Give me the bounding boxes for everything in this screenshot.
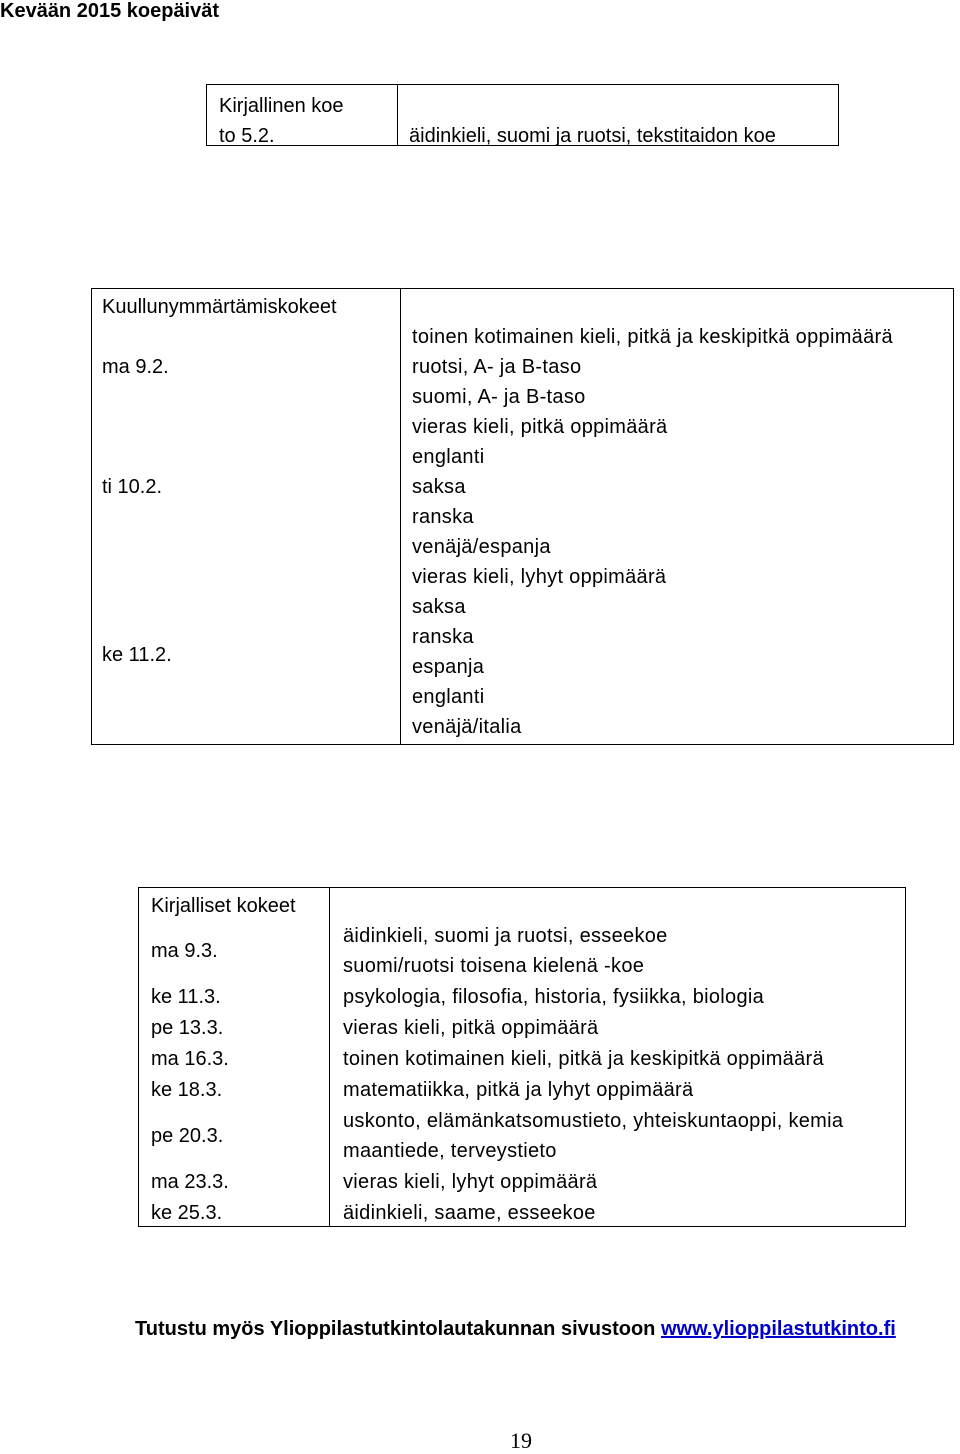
written-tests-table	[138, 887, 906, 1227]
written-tests-subject: vieras kieli, pitkä oppimäärä	[343, 1017, 599, 1039]
written-tests-date: ma 23.3.	[151, 1171, 229, 1193]
written-tests-date: ma 16.3.	[151, 1048, 229, 1070]
listening-subject: englanti	[412, 446, 485, 468]
written-tests-date: pe 20.3.	[151, 1125, 224, 1147]
listening-subject: ranska	[412, 506, 474, 528]
written-tests-subject: äidinkieli, saame, esseekoe	[343, 1202, 596, 1224]
written-tests-date: ke 18.3.	[151, 1079, 223, 1101]
written-tests-subject: suomi/ruotsi toisena kielenä -koe	[343, 955, 645, 977]
listening-subject: saksa	[412, 596, 466, 618]
listening-subject: ruotsi, A- ja B-taso	[412, 356, 582, 378]
written-test-header: Kirjallinen koe	[219, 95, 344, 117]
column-divider	[400, 289, 401, 744]
footer-note	[135, 1318, 896, 1341]
footer-text: Tutustu myös Ylioppilastutkintolautakunnan sivustoon	[135, 1318, 661, 1340]
written-tests-subject: äidinkieli, suomi ja ruotsi, esseekoe	[343, 925, 668, 947]
page-heading: Kevään 2015 koepäivät	[0, 0, 220, 22]
page-number: 19	[510, 1428, 532, 1453]
written-tests-date: ke 11.3.	[151, 986, 221, 1008]
listening-subject: englanti	[412, 686, 485, 708]
listening-tests-table	[91, 288, 954, 745]
website-link[interactable]: www.ylioppilastutkinto.fi	[660, 1318, 896, 1340]
written-test-subject: äidinkieli, suomi ja ruotsi, tekstitaidon koe	[409, 125, 776, 147]
listening-subject: saksa	[412, 476, 466, 498]
written-tests-subject: maantiede, terveystieto	[343, 1140, 557, 1162]
column-divider	[397, 85, 398, 145]
written-test-table	[206, 84, 839, 146]
listening-subject: ranska	[412, 626, 474, 648]
written-test-date-cell	[219, 91, 344, 151]
listening-subject-list	[412, 322, 893, 742]
written-test-date: to 5.2.	[219, 125, 275, 147]
listening-subject: venäjä/espanja	[412, 536, 551, 558]
written-tests-subject: matematiikka, pitkä ja lyhyt oppimäärä	[343, 1079, 694, 1101]
listening-date: ma 9.2.	[102, 356, 169, 378]
written-tests-subject: uskonto, elämänkatsomustieto, yhteiskuntaoppi, kemia	[343, 1110, 844, 1132]
listening-subject: toinen kotimainen kieli, pitkä ja keskipitkä oppimäärä	[412, 326, 893, 348]
written-tests-date: ke 25.3.	[151, 1202, 223, 1224]
listening-date: ke 11.2.	[102, 644, 172, 666]
listening-subject: venäjä/italia	[412, 716, 522, 738]
listening-subject: suomi, A- ja B-taso	[412, 386, 586, 408]
listening-date: ti 10.2.	[102, 476, 163, 498]
listening-subject: vieras kieli, pitkä oppimäärä	[412, 416, 668, 438]
listening-subject: vieras kieli, lyhyt oppimäärä	[412, 566, 667, 588]
written-tests-header: Kirjalliset kokeet	[151, 895, 296, 917]
written-tests-subject: psykologia, filosofia, historia, fysiikka, biologia	[343, 986, 765, 1008]
written-tests-subject: toinen kotimainen kieli, pitkä ja keskipitkä oppimäärä	[343, 1048, 824, 1070]
written-tests-date: ma 9.3.	[151, 940, 218, 962]
listening-tests-header: Kuullunymmärtämiskokeet	[102, 296, 337, 318]
column-divider	[329, 888, 330, 1226]
written-tests-date: pe 13.3.	[151, 1017, 224, 1039]
listening-subject: espanja	[412, 656, 485, 678]
written-tests-subject: vieras kieli, lyhyt oppimäärä	[343, 1171, 598, 1193]
